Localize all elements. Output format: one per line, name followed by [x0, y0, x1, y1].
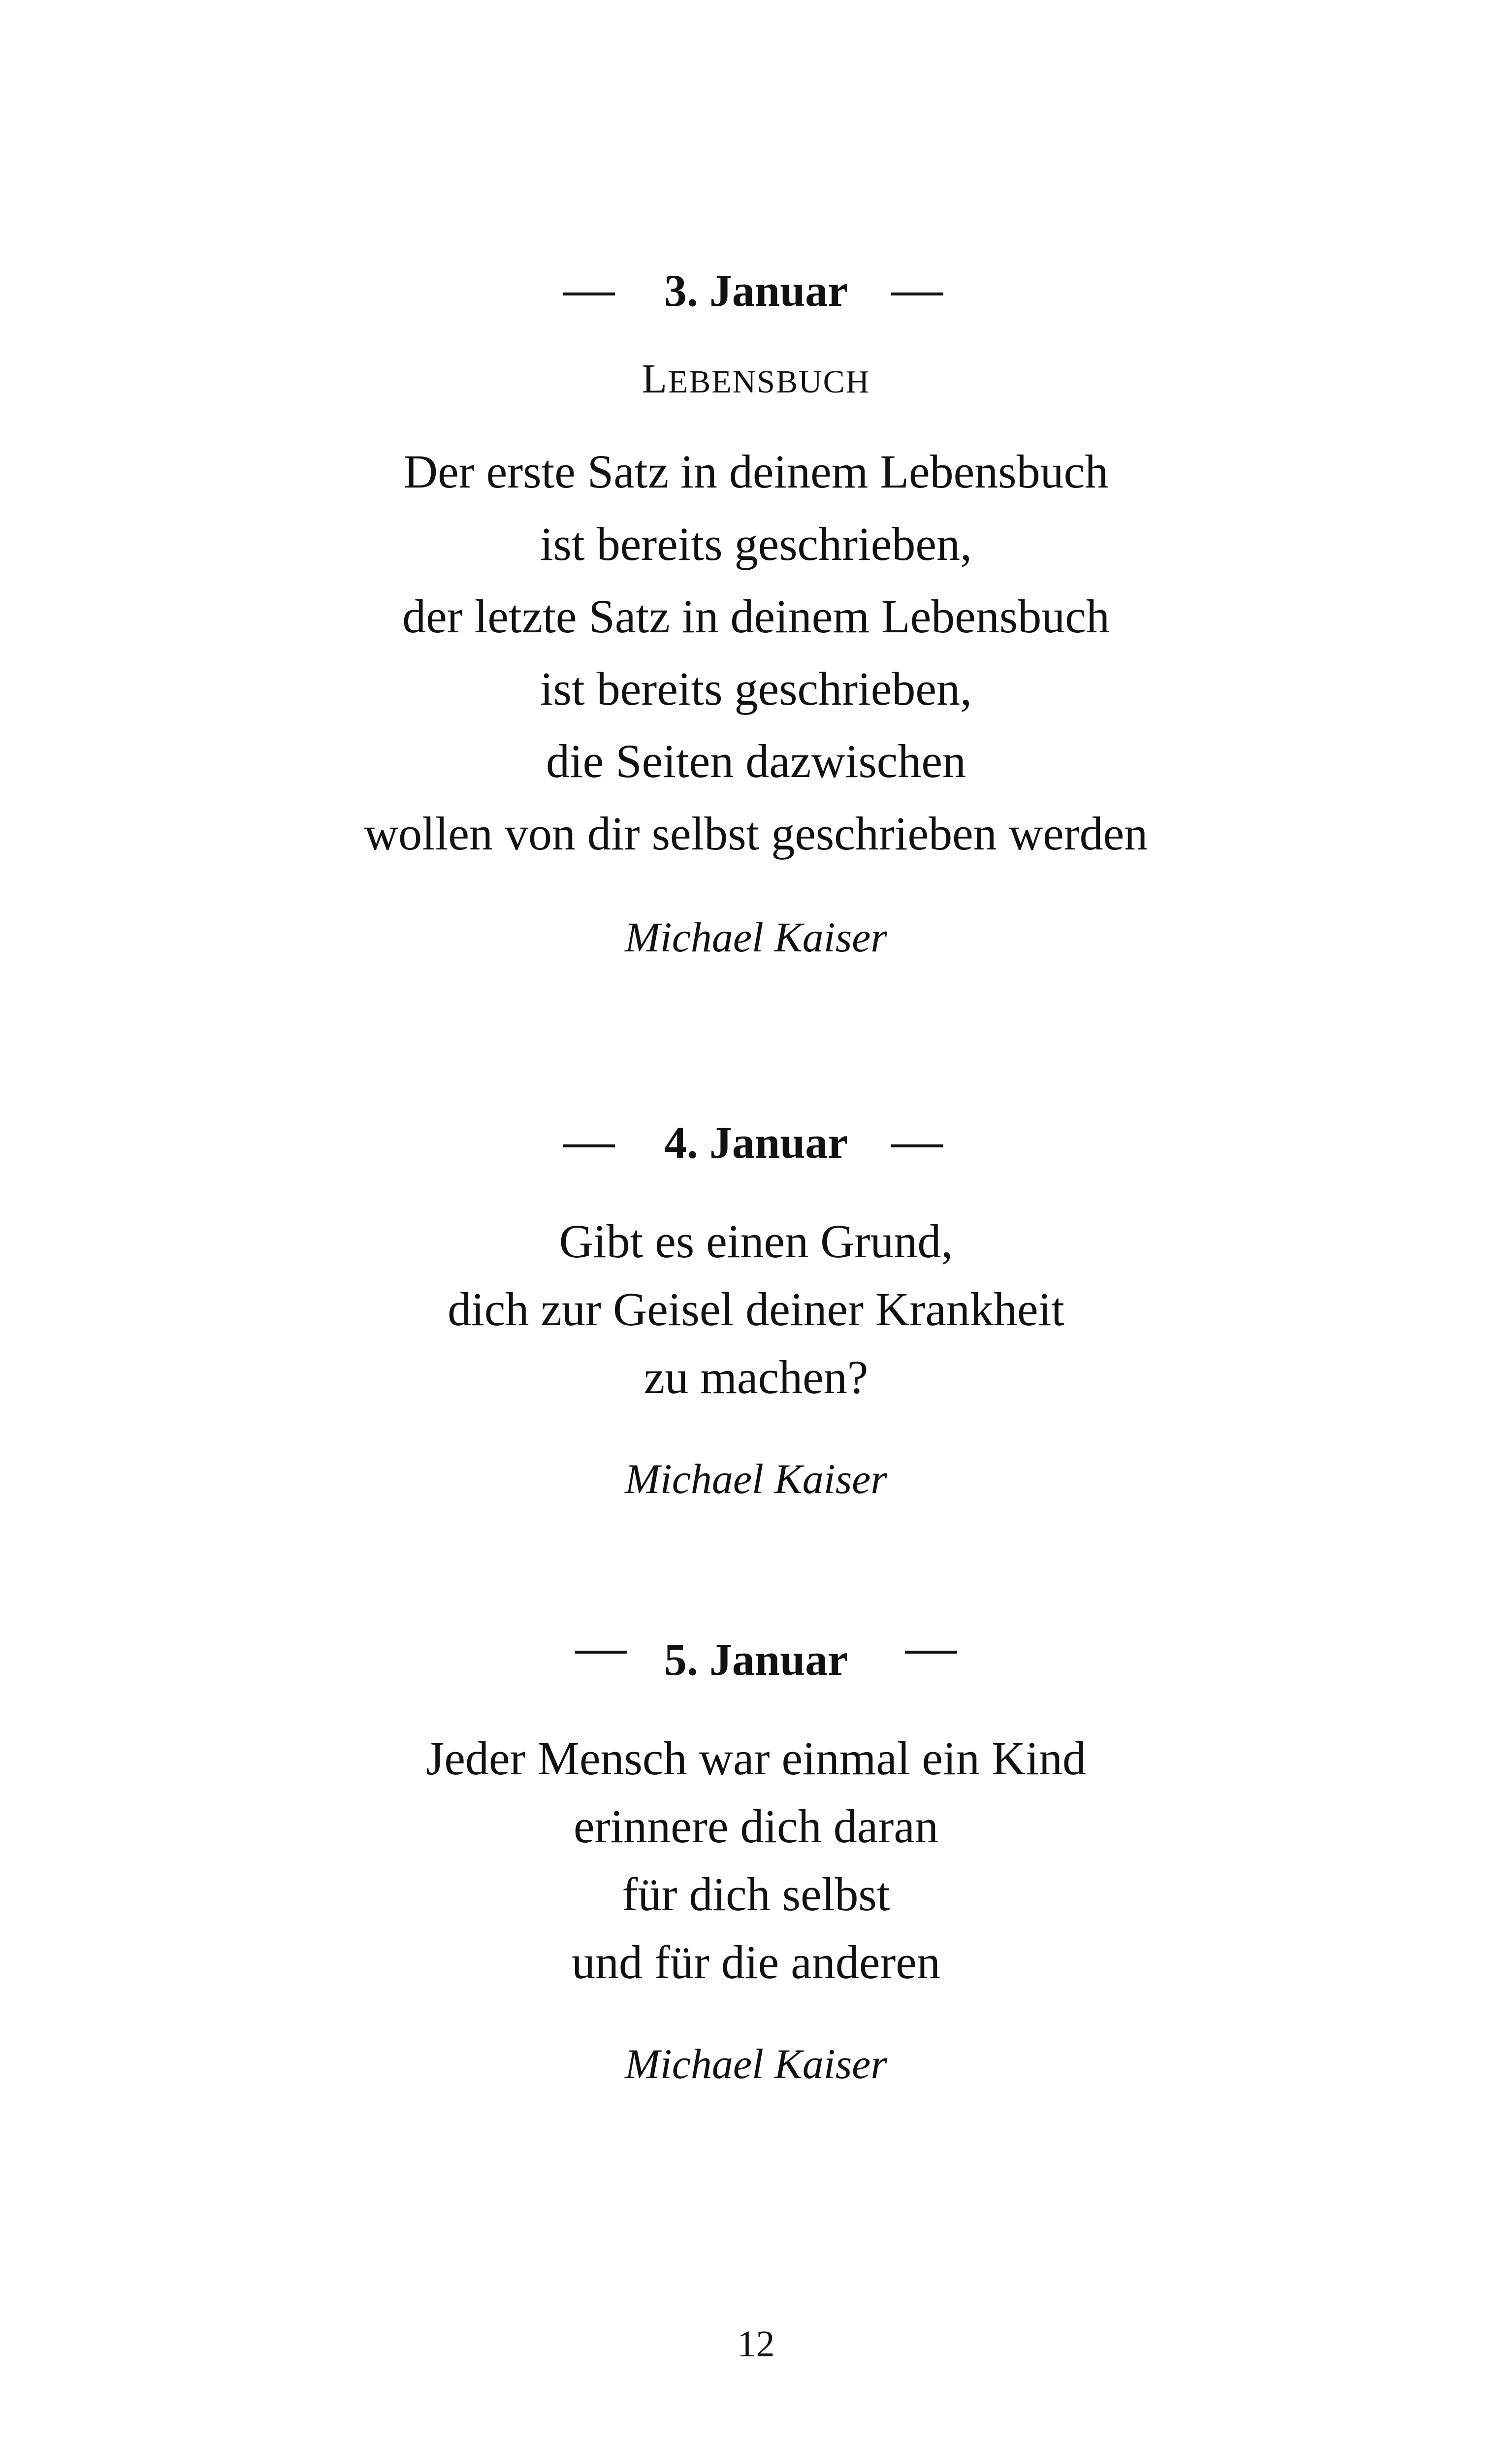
poem-line: für dich selbst — [622, 1868, 890, 1921]
entry-date: 3. Januar — [664, 265, 848, 316]
em-dash-right — [891, 293, 943, 295]
poem-line: Der erste Satz in deinem Lebensbuch — [403, 445, 1109, 498]
entry-date: 5. Januar — [664, 1634, 848, 1685]
poem-text — [0, 1725, 1512, 1996]
poem-line: der letzte Satz in deinem Lebensbuch — [402, 590, 1110, 643]
entry-january-5 — [0, 1625, 1512, 2091]
author-signature: Michael Kaiser — [625, 1455, 887, 1502]
poem-line: wollen von dir selbst geschrieben werden — [364, 807, 1148, 860]
heading-small-caps: EBENSBUCH — [668, 364, 870, 400]
author-signature: Michael Kaiser — [625, 913, 887, 961]
poem-text — [0, 1207, 1512, 1411]
date-row — [0, 256, 1512, 325]
poem-line: Jeder Mensch war einmal ein Kind — [426, 1732, 1086, 1785]
entry-january-3 — [0, 256, 1512, 964]
author-signature: Michael Kaiser — [625, 2040, 887, 2087]
heading-initial: L — [642, 356, 668, 402]
entry-date: 4. Januar — [664, 1117, 848, 1168]
page-number: 12 — [737, 2323, 775, 2365]
poem-line: und für die anderen — [571, 1936, 940, 1988]
poem-line: erinnere dich daran — [574, 1800, 938, 1853]
poem-text — [0, 435, 1512, 870]
entry-january-4 — [0, 1108, 1512, 1506]
poem-line: dich zur Geisel deiner Krankheit — [448, 1283, 1064, 1336]
poem-line: Gibt es einen Grund, — [559, 1215, 953, 1268]
poem-line: zu machen? — [643, 1351, 869, 1403]
date-row — [0, 1625, 1512, 1694]
em-dash-right — [905, 1651, 957, 1654]
poem-line: ist bereits geschrieben, — [540, 518, 972, 570]
entry-heading — [0, 355, 1512, 407]
date-row — [0, 1108, 1512, 1177]
poem-line: die Seiten dazwischen — [546, 735, 966, 787]
poem-line: ist bereits geschrieben, — [540, 662, 972, 715]
em-dash-right — [891, 1144, 943, 1147]
